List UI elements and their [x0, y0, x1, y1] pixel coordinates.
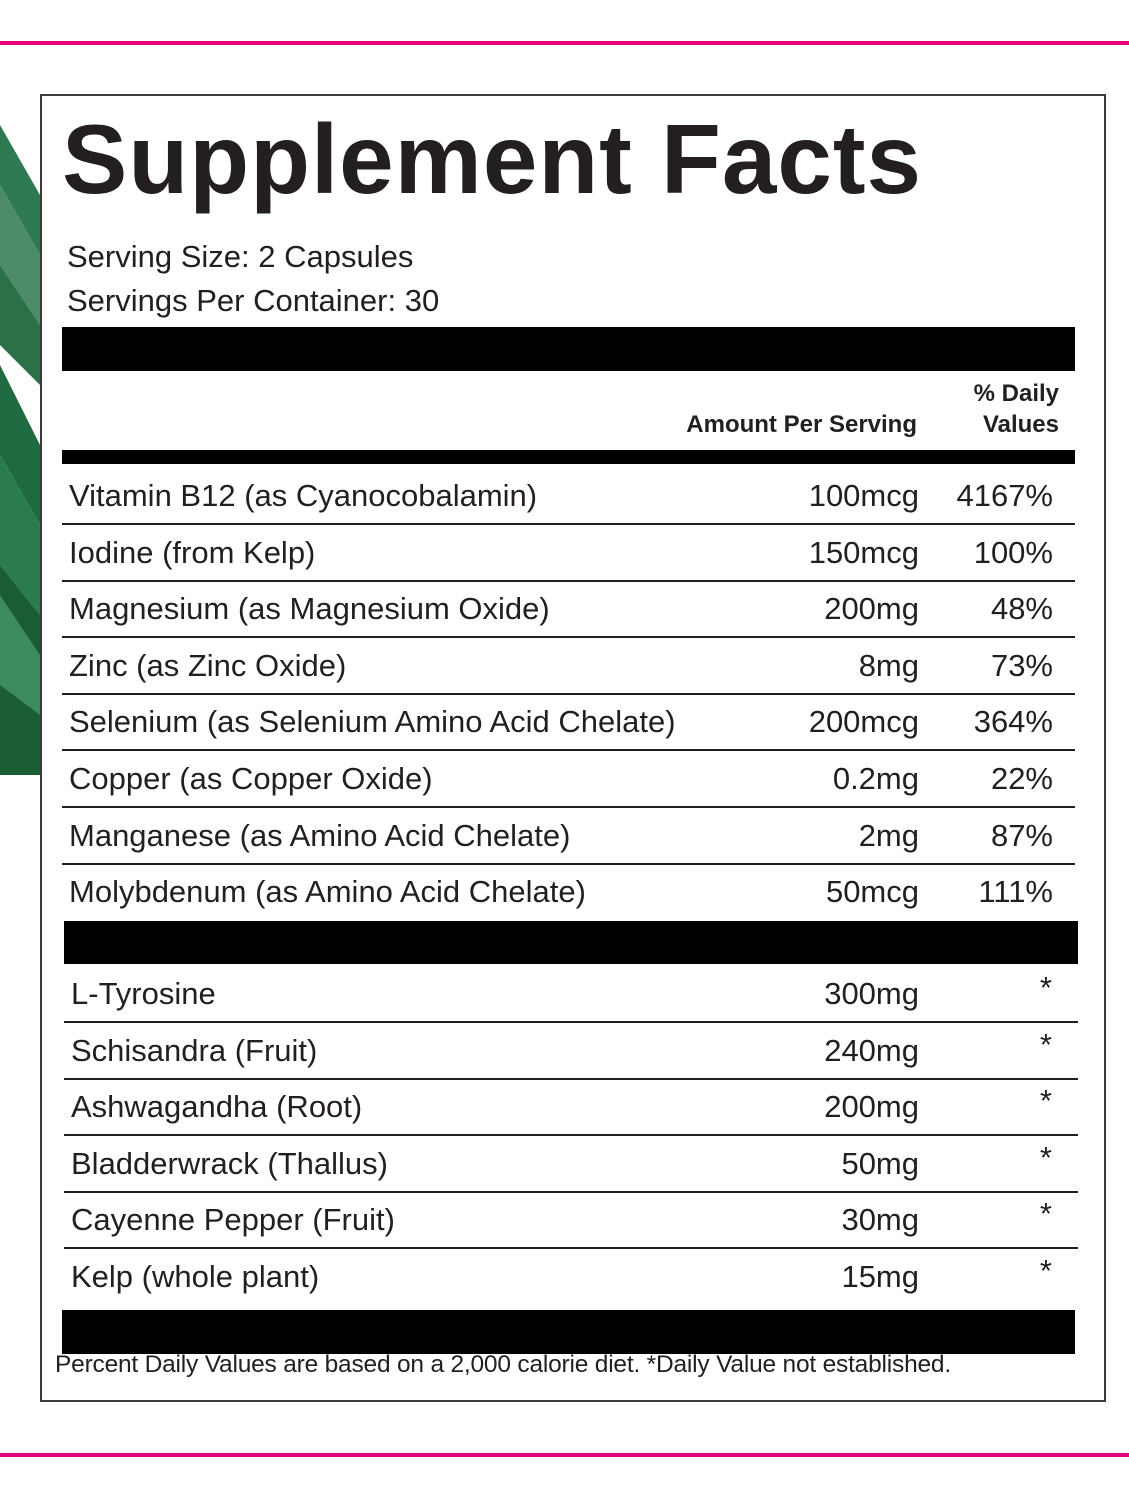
amount-per-serving-header: Amount Per Serving — [686, 411, 917, 438]
nutrient-row — [62, 808, 1075, 865]
bottom-divider — [62, 1310, 1075, 1354]
ingredient-name: Molybdenum (as Amino Acid Chelate) — [69, 874, 586, 910]
daily-value: 4167% — [956, 478, 1053, 513]
ingredient-name: L-Tyrosine — [71, 976, 216, 1011]
daily-value: * — [1039, 1196, 1052, 1232]
daily-values-header-line1: % Daily — [973, 380, 1059, 407]
daily-value: 48% — [990, 591, 1053, 627]
page-title: Supplement Facts — [62, 104, 923, 214]
amount-value: 0.2mg — [832, 761, 919, 796]
botanical-row — [64, 1249, 1078, 1306]
ingredient-name: Iodine (from Kelp) — [69, 534, 316, 570]
daily-value: * — [1039, 1083, 1052, 1119]
amount-value: 2mg — [858, 817, 919, 853]
amount-value: 8mg — [858, 647, 919, 683]
daily-value: * — [1039, 1253, 1052, 1288]
nutrient-row — [62, 864, 1075, 921]
header-divider — [62, 450, 1075, 464]
amount-value: 200mg — [824, 1089, 919, 1125]
amount-value: 100mcg — [808, 478, 919, 513]
ingredient-name: Bladderwrack (Thallus) — [71, 1145, 388, 1181]
ingredient-name: Ashwagandha (Root) — [71, 1089, 363, 1125]
ingredient-name: Copper (as Copper Oxide) — [69, 761, 433, 796]
top-accent-line — [0, 41, 1129, 45]
daily-value: * — [1039, 1139, 1052, 1175]
amount-value: 30mg — [841, 1202, 919, 1238]
amount-value: 50mcg — [825, 874, 919, 910]
nutrient-row — [62, 525, 1075, 582]
footnote: Percent Daily Values are based on a 2,000 calorie diet. *Daily Value not established. — [55, 1351, 951, 1378]
ingredient-name: Cayenne Pepper (Fruit) — [71, 1202, 395, 1238]
ingredient-name: Vitamin B12 (as Cyanocobalamin) — [69, 478, 538, 513]
daily-values-header-line2: Values — [982, 411, 1059, 438]
ingredient-name: Kelp (whole plant) — [71, 1259, 320, 1294]
amount-value: 50mg — [841, 1145, 919, 1181]
amount-value: 15mg — [841, 1259, 919, 1294]
daily-value: 73% — [990, 647, 1053, 683]
section-divider — [64, 921, 1078, 964]
amount-value: 150mcg — [808, 534, 919, 570]
botanical-row — [64, 966, 1078, 1023]
botanical-row — [64, 1023, 1078, 1080]
amount-value: 200mg — [824, 591, 919, 627]
amount-value: 300mg — [824, 976, 919, 1011]
serving-size: Serving Size: 2 Capsules — [67, 239, 414, 274]
nutrient-row — [62, 751, 1075, 808]
botanical-row — [64, 1079, 1078, 1136]
nutrient-row — [62, 468, 1075, 525]
daily-value: 111% — [978, 874, 1053, 910]
daily-value: * — [1039, 1026, 1052, 1062]
ingredient-name: Schisandra (Fruit) — [71, 1032, 318, 1068]
nutrient-row — [62, 638, 1075, 695]
thick-divider — [62, 327, 1075, 371]
botanical-row — [64, 1192, 1078, 1249]
supplement-facts-panel — [40, 94, 1106, 1402]
daily-value: * — [1039, 970, 1052, 1005]
ingredient-name: Selenium (as Selenium Amino Acid Chelate) — [69, 704, 676, 740]
ingredient-name: Manganese (as Amino Acid Chelate) — [69, 817, 571, 853]
nutrient-row — [62, 581, 1075, 638]
servings-per-container: Servings Per Container: 30 — [67, 283, 440, 318]
botanical-row — [64, 1136, 1078, 1193]
daily-value: 364% — [973, 704, 1053, 740]
nutrient-row — [62, 694, 1075, 751]
leaf-icon — [0, 95, 40, 775]
daily-value: 100% — [973, 534, 1053, 570]
daily-values-header — [974, 378, 1059, 440]
amount-value: 240mg — [824, 1032, 919, 1068]
amount-value: 200mcg — [808, 704, 919, 740]
bottom-accent-line — [0, 1453, 1129, 1457]
daily-value: 87% — [990, 817, 1053, 853]
ingredient-name: Zinc (as Zinc Oxide) — [69, 647, 347, 683]
ingredient-name: Magnesium (as Magnesium Oxide) — [69, 591, 550, 627]
daily-value: 22% — [990, 761, 1053, 796]
